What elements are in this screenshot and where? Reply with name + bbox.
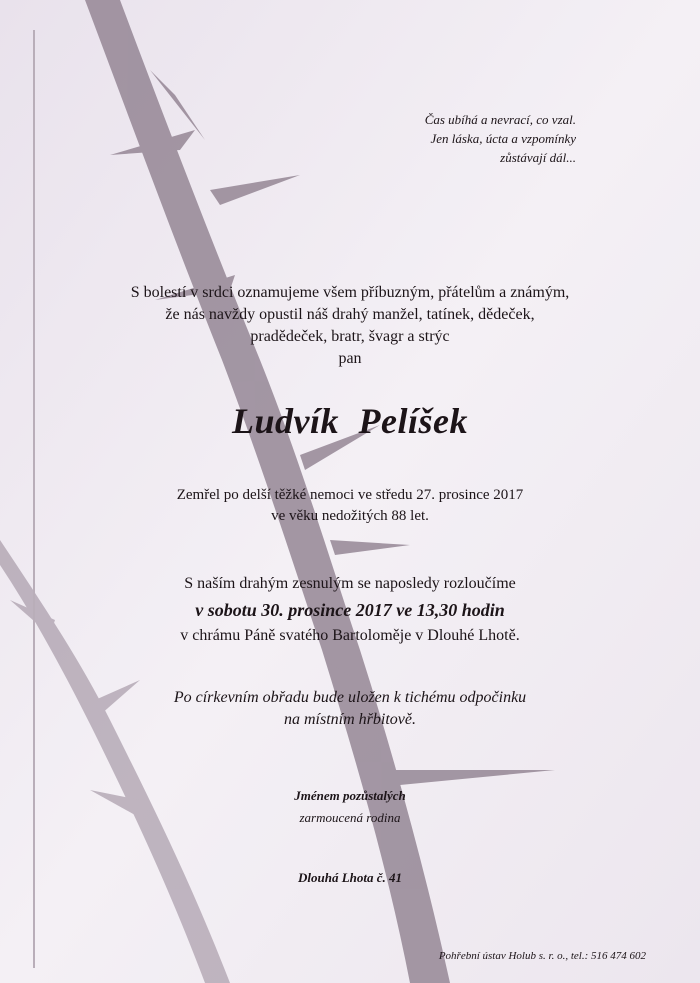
motto-quote bbox=[425, 110, 576, 167]
burial-line: na místním hřbitově. bbox=[284, 711, 416, 728]
left-vertical-rule bbox=[33, 30, 35, 968]
motto-line: Jen láska, úcta a vzpomínky bbox=[430, 131, 576, 146]
announcement-line: že nás navždy opustil náš drahý manžel, tatínek, dědeček, bbox=[165, 306, 535, 323]
motto-line: zůstávají dál... bbox=[500, 150, 576, 165]
burial-note bbox=[80, 687, 620, 731]
family-signature bbox=[80, 785, 620, 829]
death-line: ve věku nedožitých 88 let. bbox=[271, 508, 429, 524]
family-signature-text: zarmoucená rodina bbox=[299, 810, 401, 825]
family-address: Dlouhá Lhota č. 41 bbox=[297, 870, 402, 885]
death-line: Zemřel po delší těžké nemoci ve středu 27. prosince 2017 bbox=[176, 487, 524, 503]
deceased-name: Ludvík Pelíšek bbox=[232, 401, 468, 441]
death-details bbox=[80, 485, 620, 527]
on-behalf-label: Jménem pozůstalých bbox=[294, 788, 406, 803]
farewell-datetime: v sobotu 30. prosince 2017 ve 13,30 hodin bbox=[195, 600, 505, 620]
announcement-text bbox=[80, 282, 620, 370]
farewell-details bbox=[80, 571, 620, 649]
announcement-line: pradědeček, bratr, švagr a strýc bbox=[250, 328, 450, 345]
farewell-intro: S naším drahým zesnulým se naposledy rozloučíme bbox=[184, 575, 516, 592]
announcement-line: S bolestí v srdci oznamujeme všem příbuzným, přátelům a známým, bbox=[130, 284, 570, 301]
funeral-service-footer: Pohřební ústav Holub s. r. o., tel.: 516 474 602 bbox=[438, 950, 646, 962]
motto-line: Čas ubíhá a nevrací, co vzal. bbox=[424, 112, 576, 127]
farewell-place: v chrámu Páně svatého Bartoloměje v Dlouhé Lhotě. bbox=[180, 627, 520, 644]
burial-line: Po církevním obřadu bude uložen k tichému odpočinku bbox=[173, 689, 527, 706]
announcement-line: pan bbox=[338, 350, 362, 367]
